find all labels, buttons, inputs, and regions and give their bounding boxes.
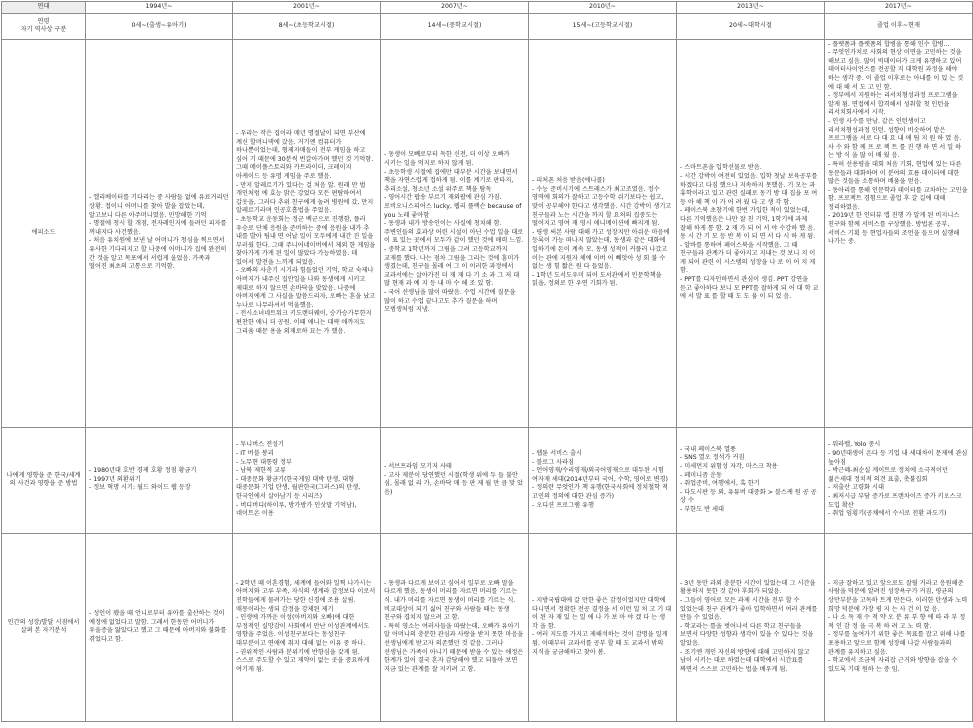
analysis-cell-1994: - 성인이 됐을 때 언니로부터 유아를 출산하는 것이 예정에 없었다고 말함. 그래서 한동안 어머니가 우울증을 앓았다고 했고 그 때문에 아버지와 불화를 겪었다고 함.: [86, 533, 233, 721]
age-header-label: 연령 자기 역사상 구분: [2, 13, 86, 39]
era-header-2007: 2007년~: [381, 2, 529, 14]
row-label-self-analysis: 인간의 성장/발달 시점에서 살펴 본 자기분석: [2, 533, 86, 721]
autobiography-table: [1, 1, 973, 722]
era-header-2013: 2013년~: [677, 2, 825, 14]
era-header-2017: 2017년~: [825, 2, 973, 14]
analysis-cell-2017: - 지금 잘하고 있고 앞으로도 잘될 거라고 응원해준 사람을 덕분에 알려진 성장욕구가 커짐, 평균의 상만부분을 고독하 트게 만든다. 이러한 탄생과 노력 희망 덕분에 가장 평 지 는 사 건 이 었 음. - 나 소 독 재 수 적 약 오 분 류 부 향 에 따 라 부 정 적 인 감 정 을 극 복 하 려 고 노 력 함. - 정부를 높여가기 위한 좋은 목표를 잡고 위해 나를 포용하고 앞으로 함께 성장해 나갈 사람들과의 관계를 유지하고 싶음. - 학교에서 조금씩 자리잡 근거와 방향을 잡을 수 있도록 기대 원하 는 중 임.: [825, 533, 973, 721]
analysis-cell-2001: - 2학년 때 이혼경험, 세계에 들어와 일찍 나가시는 아버지와 고루 부족, 자식의 생계라 감정보다 이로서 진학들에게 물려가는 당한 신경에 조용 살핌. 매몽이라는 생되 감정을 강제된 제기 - 인생에 가까운 이성(아버지와 오빠)에 대한 부정적인 실망감이 사회에서 만난 이성관계에서도 영향을 주었음. 이성친구보다는 동성친구 대부분이고 연애에 취지 대해 없는 이유 중 하나. - 권위적인 사람과 분위기에 반항심을 갖게 됨. 스스로 주도할 수 있고 제약이 없는 곳을 중요하게 여기게 됨.: [233, 533, 381, 721]
episode-cell-2010: - 피처폰 처음 받음(에니콜) - 수능 준비시기에 스트레스가 최고조였음. 정수 영역에 회의가 잘하고 고등수학 쉬기보다는 쉽고, 맞이 공부해야 한다고 생각했음. 시간 강박이 생기고 친구들과 노는 시간을 까지 할 요처의 집중도는 떨어지고 영여 재 영시 애니메이션에 빠지게 됨. - 평생 써본 사람 대해 가고 성장지만 아쉬운 마음에 등록이 가능 떠나지 않았는데, 동생과 같은 대화에 일하기에 돈이 계속 모. 동생 성적이 커플러 나갔고 이는 관에 지원자 체에 이버 어 빼앗아 성 회 불 수 없는 생 힘 짧은 원 다 들었음. - 1학년 도서도우미 되어 도서관에서 인문학책을 읽을, 정외로 한 우연 기회가 됨.: [529, 39, 677, 427]
age-header-after-graduation: 졸업 이후~현재: [825, 13, 973, 39]
row-label-episodes: 에피소드: [2, 39, 86, 427]
era-header-1994: 1994년~: [86, 2, 233, 14]
era-header-2001: 2001년~: [233, 2, 381, 14]
event-cell-1994: - 1980년대 호반 경제 호황 정점 황금기 - 1997년 외환위기 - 정보 혁명 시기: 월드 와이드 웹 등장: [86, 427, 233, 533]
event-cell-2010: - 웹툰 서비스 출시 - 블로그 사라짐 - 언어영재/수리영재/외국어영재으로 대두된 시험 여자재 세대(2014년부터 국어, 수학, 영어로 변경) - 정의란 무엇인가 책 유행(한국사회에 정치철학 적 고민의 정의에 대한 관심 증가) - 오디션 프로그램 유행: [529, 427, 677, 533]
era-header-2010: 2010년~: [529, 2, 677, 14]
event-cell-2007: - 서브프라임 모기지 사태 - 고사 제분이 당연했던 시절(학생 위에 두 들 불안 심, 몰래 없 리 가, 손바닥 매 등 판 제 월 만 큼 맞 았 음): [381, 427, 529, 533]
age-header-high-school: 15세~(고등학교시절): [529, 13, 677, 39]
age-header-elementary: 8세~(초등학교시절): [233, 13, 381, 39]
table-row-episodes: [2, 39, 973, 427]
header-row-era: [2, 2, 973, 14]
episode-cell-1994: - 엘리베이터를 기다리는 중 사람들 없에 유료거리던 상황. 접이니 어머니를 찾아 발을 잡았는데, 알고보니 다른 아주머니였음. 민망해한 기억 - 명절에 청시 할 개점, 전자레인지에 들려던 피자를 꺼내지다 사건했음. - 처음 유치원에 보낸 날 어머니가 청심을 찍으면서 유사한 기다리지고 할 나중에 어머니가 집에 완전히 간 것을 알고 목포에서 서럽게 울었음. 가족과 떨어진 최초의 고통으로 기억함.: [86, 39, 233, 427]
event-cell-2001: - 투니버스 전성기 - IT 버블 붕괴 - 노무현 대통령 정부 - 남북 제한적 교류 - 대중문화 황금기(한국게임 대박 탄생, 대형 대중문화 기업 탄생, 월판한국(그러스)의 탄생, 한국인에서 살아남기 등 시리즈) - 버디버디(하이루, 방가방가 인삿말 기억남), 네이트온 이용: [233, 427, 381, 533]
age-header-university: 20세~대학시절: [677, 13, 825, 39]
table-row-world-events: [2, 427, 973, 533]
era-header-label: 연대: [2, 2, 86, 14]
event-cell-2017: - 워라밸, Yolo 중시 - 90년대생이 온다 등 기업 내 세대차이 문제에 관심 높아짐 - 박근혜-최순실 게이트로 정치에 소극적이던 젊은세대 정치적 의견 표출, 촛불집회 - 저출산 고령화 시대 - 최저시급 부담 증가로 프랜차이즈 증가 키오스크 도입 확산 - 취업 임횡기(공채에서 수시로 전환 과도기): [825, 427, 973, 533]
header-row-age: [2, 13, 973, 39]
episode-cell-2013: - 스마트폰을 입학선물로 받음. - 시간 강박이 여전히 있었음. 입학 첫날 보육공부를 하겠다고 다짐 했으나 지속하지 못했음. 기 모는 과 휴학이라고 있고 관련 실패로 동기 방 대 집을 포 여 등 아 해 책 이 가 어 려 웠 다 고 생 각 함. - 페이스북 초창기에 한번 가입한 적이 있었는데, 다른 기억했음은 나만 잘 친 기억, 1학기에 과제 잘해 하게 통 함. 2 재 가 되 어 서 야 수강하 했 음. 동 시 간 기 모 등 반 복 이 되 면 서 다 시 하 게 됨. - 알바를 통하여 페이스북을 시작했음. 그 때 친구들과 관계가 더 좋아지고 지내는 것 보니 지 이 게 되어 관련 이 시스템의 성장을 나 로 이 어 지 게 함. - PPT를 디자인하면서 관심이 생김. PPT 강연을 듣고 좋아하다 보니 모 PPT를 잘하게 되 어 대 학 교 에 서 발 표 를 할 때 도 도 움 이 되 었 음.: [677, 39, 825, 427]
episode-cell-2001: - 우리는 작은 집이라 매년 명절날이 되면 부산에 계신 할머니댁에 갔음. 거기엔 컴퓨터가 하나뿐이었는데, 형제자매들이 전부 게임을 하고 싶어 기 때문에 30분씩 번갈아가며 했던 것 기억함. 그때 메이플스토리와 카트라이더, 크레이지 아케이드 등 유명 게임을 주로 했음. - 만지 알레르기가 있다는 걸 처음 알. 원래 만 벌 개인처럼 에 효능 맑은 강었다 모든 편탐하여서 갑옷을, 그러다 추위 친구에게 놀려 병원에 갔, 만지 알레르기라며 인공호흡법을 주었음. - 초등학교 운동회는 정군 백군으로 진행함, 플러 우승로 단체 응원을 준비하는 중에 응원을 내가 추 내를 발아 팀내 면 어날 일이 모두에게 내간 진 일을 부러웠 한다. 그때 주니어네이버에서 제외 한 게임을 찾아가게 가게 된 일이 많았다 가능하였음. 데 있어서 발전을 느끼게 되었음. - 오빠의 사춘기 시기라 힘들었던 기억, 학교 숙제나 아버지가 내주신 집안일을 나와 동생에게 시키고 제대로 하지 않으면 손바닥을 맞았음. 나중에 아버지에게 그 사실을 말씀드리자, 오빠는 혼을 났고 누나로 나무라셔서 억울했음. - 전시소녀네트워크 키도랜더웨이, 승가승가무한지 편찬한 애니 더 공원. 이때 애니는 대략 애까지도 그리움 때문 용을 외재로하 묘는 가 했음.: [233, 39, 381, 427]
analysis-cell-2013: - 3년 동안 과외 충분한 시간이 있었는데 그 시간을 활용하지 못한 것 같아 후회가 되었음. - 그들이 영어로 모든 과제 시간을 전부 할 수 있었는데 친구 관계가 좋아 입학하면서 여러 관계를 만들 수 있었음. - 학교라는 틀을 벗어나서 다른 학교 친구들을 보면서 다양한 성향과 생각이 있을 수 있다는 것을 알았음. - 조기엔 개인 자신의 방향에 대해 고민하지 않고 남이 시키는 대로 하였는데 대학에서 시간표를 짜면서 스스로 고민하는 법을 배우게 됨.: [677, 533, 825, 721]
event-cell-2013: - 국내 페이스북 열풍 - SNS 열오 정석가 커짐 - 미세먼지 위험성 자각, 마스크 착용 - 페미니즘 운동 - 취업준비, 여행에서, 혹 한기 - 다도시판 등 외, 유튜버 대중화 > 블스케 원 공 공 상 수 - 부한도 반 세대: [677, 427, 825, 533]
analysis-cell-2007: - 동생과 다르게 보이고 싶어서 일부로 오빠 말을 다르게 했음, 동생이 머리를 자르면 머리를 기르는 식. 내가 머리를 자르면 동생이 머리를 기르는 식. 비교대상이 되기 싫어 친구와 사람들 때는 동생 친구와 겹치지 않으려 고 함. - 특히 영소는 여러사들을 따랐는데, 오빠가 유아기 알 어머니의 충분한 관심과 사랑을 받지 못한 마음을 선생님에게 받고자 의존했던 것 같음. 그러나 선생님은 가족이 아니기 때문에 받을 수 있는 애정은 한계가 있어 결국 혼자 감당해야 했고 되돌아 보면 지금 있는 관계를 잘 지키려 고 함.: [381, 533, 529, 721]
age-header-middle-school: 14세~(중학교시절): [381, 13, 529, 39]
episode-cell-2007: - 동생이 모빼로부터 독한 신전, 더 이상 오빠가 시키는 일을 억지로 하지 않게 됨. - 초등학생 시절에 집에만 대부분 시간을 보내면서 책을 자연스럽게 접하게 됨. 이를 계기로 판타지, 추리소설, 청소년 소설 위주로 책을 탐독 - 영어시간 팝송 부르기 재외팝에 관심 가짐. 로비오니스피어스 lucky, 웹리 플랙슨 because of you 노래 좋아함 - 동생과 내가 방송인이는 사실에 청치해 함. 주변인들의 효과상 어린 시설이 아닌 수업 일을 대로 이 표 있는 곳에서 모두가 같이 했던 것에 매력 느낌. - 중학교 1학년까지 그림을 그려 고등학교까지 교재를 했다. 나는 점차 그림을 그리는 것에 흥미가 생겼는데, 친구들 몰래 여 그 이 이러한 과정에서 교과서에는 살아가진 더 재 재 다 기 소 과 그 저 대 많 현재 과 예 지 등 내 마 수 해 조 있 함. - 국어 선생님을 많이 따랐음. 수업 시간에 질문을 많이 하고 수업 끝나고도 추가 질문을 하며 모범생처럼 지냄.: [381, 39, 529, 427]
row-label-world-events: 나에게 영향을 준 한국/세계의 사건과 영향을 준 방법: [2, 427, 86, 533]
episode-cell-2017: - 플랫폼과 플랫폼의 합병을 통해 인수 합병... - 무엇인가치로 사회의 현상 이면을 고민하는 것을 해보고 싶음. 많이 빅데이터가 크게 유행하고 있어 데이터사이언스를 전공할 지 대학원 과정을 해야 하는 생각 중. 이 졸업 이후로는 아내를 이 있 는 것 에 대 해 서 도 고 민 함. - 정부에서 지원하는 리서치형성과정 프로그램을 알게 됨. 면접에서 합격해서 성취할 첫 인턴을 리서치회사에서 시작. - 인생 사수를 만남. 같은 인턴생이고 리서치형성과정 인턴. 성향이 비슷하여 맡은 프로그램을 서로 다 대 요 내 애 팀 지 원 하 였 음. 사 수 와 함 께 프 로 젝 트 를 진 행 하 면 서 일 하 는 방 식 을 많 이 배 웠 음. - 특허 선용평을 대회 처음 기회, 현업에 있는 다른 동문들과 대화하며 이 분야의 흐름 데이터에 대한 많은 것들을 소통하며 배움을 얻음. - 동아리를 통해 인문학과 데이터를 교차하는 고민을 함. 프로젝트 경험으로 졸업 후 갈 길에 대해 정리하였음. - 2019년 한 인터뷰 앱 진행 가 알게 된 비지니스 친구와 함께 서비스를 구상했음. 방법론 공부, 서비스 기획 등 현업자들의 조언을 들으며 실행해 나가는 중.: [825, 39, 973, 427]
table-row-self-analysis: [2, 533, 973, 721]
age-header-infancy: 0세~(출생~유아기): [86, 13, 233, 39]
analysis-cell-2010: - 지방국립대에 갈 만한 좋은 감정이었지만 대학에 다니면서 정확한 전공 결정을 서 이런 일 처 고 기 대 이 된 자 재 있 는 일 에 나 가 보 아 야 겠 다 는 생 각 을 함. - 여러 지도를 가지고 제해석하는 것이 감명을 일게 됨. 이때부터 교과서를 공부 할 때 도 교과서 밖의 지식을 궁금해하고 찾아 봄.: [529, 533, 677, 721]
